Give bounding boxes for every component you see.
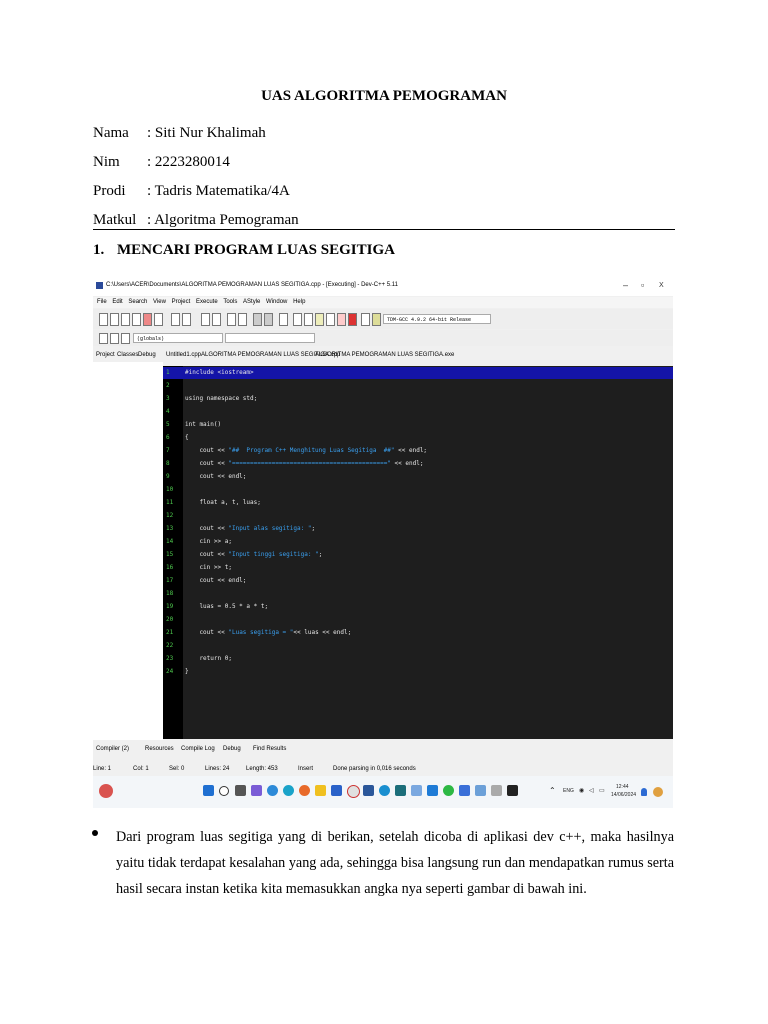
line-number: 2: [166, 382, 170, 389]
line-number: 11: [166, 499, 174, 506]
undo-icon[interactable]: [171, 313, 180, 326]
info-label: Prodi: [93, 183, 126, 199]
tray-lang[interactable]: ENG: [563, 788, 574, 794]
symbol-select[interactable]: [225, 333, 315, 343]
line-number: 12: [166, 512, 174, 519]
profile-icon[interactable]: [361, 313, 370, 326]
print-icon[interactable]: [154, 313, 163, 326]
line-number: 19: [166, 603, 174, 610]
section-number: 1.: [93, 242, 105, 258]
code-line: cout << "Input tinggi segitiga: ";: [185, 551, 323, 558]
line-number: 17: [166, 577, 174, 584]
section-heading: [93, 242, 395, 259]
code-line: luas = 0.5 * a * t;: [185, 603, 269, 610]
document-title: UAS ALGORITMA PEMOGRAMAN: [261, 88, 507, 104]
code-line: {: [185, 434, 189, 441]
maximize-icon[interactable]: ▫: [641, 280, 645, 290]
window-title: C:\Users\ACER\Documents\ALGORITMA PEMOGRAMAN LUAS SEGITIGA.cpp - [Executing] - Dev-C++ 5.11: [106, 282, 398, 288]
find-icon[interactable]: [201, 313, 210, 326]
line-number: 14: [166, 538, 174, 545]
save-all-icon[interactable]: [132, 313, 141, 326]
settings-icon[interactable]: [475, 785, 486, 796]
network-icon[interactable]: ◉: [579, 788, 585, 794]
bullet-icon: [92, 830, 98, 836]
menu-bar: [93, 297, 673, 308]
code-line: cout << "Luas segitiga = "<< luas << endl;: [185, 629, 352, 636]
menu-project[interactable]: Project: [171, 299, 191, 305]
battery-icon[interactable]: ▭: [599, 788, 605, 794]
header-divider: [93, 229, 675, 230]
redo-icon[interactable]: [182, 313, 191, 326]
line-number: 5: [166, 421, 170, 428]
menu-astyle[interactable]: AStyle: [243, 299, 261, 305]
tab-find-results[interactable]: Find Results: [253, 746, 287, 752]
line-number: 20: [166, 616, 174, 623]
run-icon[interactable]: [304, 313, 313, 326]
menu-execute[interactable]: Execute: [195, 299, 218, 305]
code-line: #include <iostream>: [185, 369, 254, 376]
code-line: return 0;: [185, 655, 232, 662]
whatsapp-icon[interactable]: [443, 785, 454, 796]
volume-icon[interactable]: ◁: [589, 788, 594, 794]
code-line: cout << "===========================================" << endl;: [185, 460, 424, 467]
menu-file[interactable]: File: [97, 299, 107, 305]
minimize-icon[interactable]: –: [623, 280, 629, 290]
compile-run-icon[interactable]: [315, 313, 324, 326]
line-number: 8: [166, 460, 170, 467]
rebuild-icon[interactable]: [326, 313, 335, 326]
edge-dev-icon[interactable]: [379, 785, 390, 796]
devcpp-screenshot: [93, 276, 673, 808]
line-number: 16: [166, 564, 174, 571]
check-icon[interactable]: [337, 313, 346, 326]
line-number: 23: [166, 655, 174, 662]
line-number: 9: [166, 473, 170, 480]
photos-icon[interactable]: [411, 785, 422, 796]
status-lines: Lines: 24: [205, 766, 230, 772]
code-line: cout << endl;: [185, 473, 247, 480]
tab-luas-segitiga-exe[interactable]: ALGORITMA PEMOGRAMAN LUAS SEGITIGA.exe: [315, 352, 455, 358]
code-line: int main(): [185, 421, 222, 428]
status-length: Length: 453: [246, 766, 278, 772]
tool-icon[interactable]: [491, 785, 502, 796]
start-icon[interactable]: [203, 785, 214, 796]
info-value: : Siti Nur Khalimah: [147, 125, 266, 141]
code-line: cin >> a;: [185, 538, 232, 545]
weather-icon[interactable]: [99, 784, 113, 798]
tab-project[interactable]: Project: [96, 352, 115, 358]
tab-untitled1[interactable]: Untitled1.cpp: [166, 352, 202, 358]
line-number: 13: [166, 525, 174, 532]
line-number: 15: [166, 551, 174, 558]
stop-execution-icon[interactable]: [348, 313, 357, 326]
menu-tools[interactable]: Tools: [223, 299, 238, 305]
info-value: : Algoritma Pemograman: [147, 212, 299, 228]
terminal-icon[interactable]: [507, 785, 518, 796]
chevron-up-icon[interactable]: ⌃: [549, 786, 556, 795]
new-file-icon[interactable]: [99, 313, 108, 326]
bottom-panel-tabs: [93, 742, 673, 756]
menu-window[interactable]: Window: [266, 299, 288, 305]
task-view-icon[interactable]: [235, 785, 246, 796]
tab-debug[interactable]: Debug: [138, 352, 156, 358]
edge-icon[interactable]: [267, 785, 278, 796]
secondary-toolbar: [93, 330, 673, 346]
line-number: 7: [166, 447, 170, 454]
close-file-icon[interactable]: [143, 313, 152, 326]
tab-compiler[interactable]: Compiler (2): [96, 746, 130, 752]
goto-line-icon[interactable]: [227, 313, 236, 326]
status-col: Col: 1: [133, 766, 149, 772]
line-number: 1: [166, 369, 170, 376]
code-line: cout << "Input alas segitiga: ";: [185, 525, 316, 532]
notification-bell-icon[interactable]: [641, 788, 647, 796]
unindent-icon[interactable]: [253, 313, 262, 326]
tray-date[interactable]: 14/06/2024: [611, 792, 637, 798]
section-title: MENCARI PROGRAM LUAS SEGITIGA: [117, 242, 395, 258]
status-bar: [93, 765, 673, 775]
status-message: Done parsing in 0,016 seconds: [333, 766, 416, 772]
app-icon[interactable]: [395, 785, 406, 796]
line-number: 24: [166, 668, 174, 675]
compiler-select[interactable]: TDM-GCC 4.9.2 64-bit Release: [383, 314, 491, 324]
tab-luas-segitiga-cpp[interactable]: ALGORITMA PEMOGRAMAN LUAS SEGITIGA.cpp: [201, 352, 341, 358]
code-line: using namespace std;: [185, 395, 258, 402]
explanation-paragraph: Dari program luas segitiga yang di berikan, setelah dicoba di aplikasi dev c++, maka hasilnya yaitu tidak terdapat kesalahan yang ada, sehingga bisa langsung run dan mendapatkan rumus serta hasil secara instan ketika kita memasukkan angka nya seperti gambar di bawah ini.: [116, 829, 674, 897]
save-icon[interactable]: [121, 313, 130, 326]
debug-icon[interactable]: [372, 313, 381, 326]
copilot-icon[interactable]: [251, 785, 262, 796]
info-row-nim: [93, 154, 230, 171]
bookmark-icon[interactable]: [238, 313, 247, 326]
devcpp-taskbar-icon[interactable]: [459, 785, 470, 796]
word-icon[interactable]: [363, 785, 374, 796]
file-explorer-icon[interactable]: [315, 785, 326, 796]
tab-compile-log[interactable]: Compile Log: [181, 746, 215, 752]
tab-classes[interactable]: Classes: [117, 352, 139, 358]
close-icon[interactable]: X: [659, 282, 664, 289]
tab-debug-output[interactable]: Debug: [223, 746, 241, 752]
menu-edit[interactable]: Edit: [112, 299, 123, 305]
windows-taskbar: [93, 776, 673, 808]
line-number: 10: [166, 486, 174, 493]
info-row-prodi: [93, 183, 290, 200]
menu-search[interactable]: Search: [128, 299, 148, 305]
info-value: : Tadris Matematika/4A: [147, 183, 290, 199]
code-line: cout << "## Program C++ Menghitung Luas Segitiga ##" << endl;: [185, 447, 428, 454]
class-browser-icon[interactable]: [99, 333, 108, 344]
indent-icon[interactable]: [264, 313, 273, 326]
info-label: Matkul: [93, 212, 137, 228]
code-line: cin >> t;: [185, 564, 232, 571]
menu-help[interactable]: Help: [293, 299, 306, 305]
line-number: 18: [166, 590, 174, 597]
code-line: cout << endl;: [185, 577, 247, 584]
browser-icon[interactable]: [283, 785, 294, 796]
line-number: 6: [166, 434, 170, 441]
panel-tabs: [93, 348, 673, 362]
line-number: 21: [166, 629, 174, 636]
info-label: Nim: [93, 154, 120, 170]
status-line: Line: 1: [93, 766, 112, 772]
tray-time[interactable]: 12:44: [616, 784, 629, 790]
insert-icon[interactable]: [110, 333, 119, 344]
status-sel: Sel: 0: [169, 766, 185, 772]
code-line: }: [185, 668, 189, 675]
info-value: : 2223280014: [147, 154, 230, 170]
toggle-bookmark-icon[interactable]: [121, 333, 130, 344]
tab-resources[interactable]: Resources: [145, 746, 174, 752]
line-number: 4: [166, 408, 170, 415]
main-toolbar: [93, 309, 673, 329]
info-row-matkul: [93, 212, 299, 229]
status-mode: Insert: [298, 766, 314, 772]
toggle-comment-icon[interactable]: [279, 313, 288, 326]
replace-icon[interactable]: [212, 313, 221, 326]
copilot-tray-icon[interactable]: [653, 787, 663, 797]
window-titlebar: [93, 276, 673, 296]
line-number: 22: [166, 642, 174, 649]
scope-select[interactable]: (globals): [133, 333, 223, 343]
search-icon[interactable]: [219, 786, 229, 796]
chrome-icon[interactable]: [347, 785, 360, 798]
info-label: Nama: [93, 125, 129, 141]
open-file-icon[interactable]: [110, 313, 119, 326]
store-icon[interactable]: [331, 785, 342, 796]
code-line: float a, t, luas;: [185, 499, 261, 506]
devcpp-app-icon: [96, 282, 103, 289]
firefox-icon[interactable]: [299, 785, 310, 796]
line-number: 3: [166, 395, 170, 402]
vscode-icon[interactable]: [427, 785, 438, 796]
project-panel: [93, 362, 163, 740]
compile-icon[interactable]: [293, 313, 302, 326]
menu-view[interactable]: View: [153, 299, 166, 305]
info-row-nama: [93, 125, 266, 142]
